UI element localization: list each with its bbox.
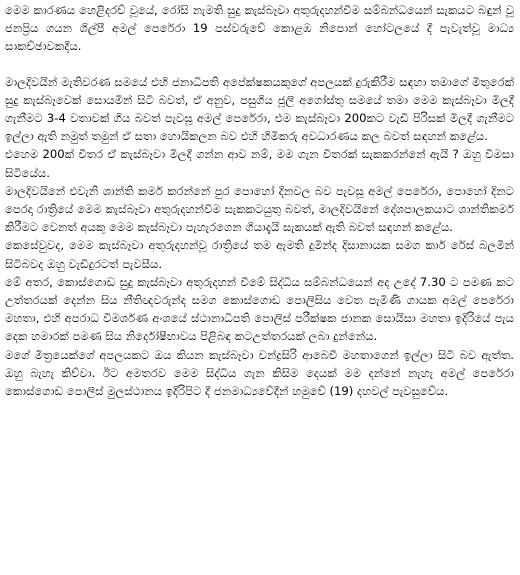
article-paragraph-intro: මෙම කාරණය හෙළිදරව් වූයේ, රෝසි නැමති සුදු කැස්බෑවා අතුරුදහන්වීම සම්බන්ධයෙන් සැකයට බඳුන් වූ ජනප්‍රිය ගයන ශිල්පී අමල් පෙරේරා 19 පස්වරුවේ කොළඹ නිපොන් හෝටලයේ දී පැවැත්වූ මාධ්‍ය සාකච්ඡාවකදීය. <box>5 3 514 54</box>
article-paragraph-police-statement: මේ අතර, කොස්ගොඩ සුදු කැස්බෑවා අතුරුදහන් වීමේ සිද්ධිය සම්බන්ධයෙන් අද උදේ 7.30 ට පමණ කට උත්තරයක් දෙන්න සිය නීතිඥවරුන්ද සමග කොස්ගොඩ පොලිසිය වෙත පැමිණි ගායක අමල් පෙරේරා මහතා, එහි අපරාධ විමර්ශණ අංශයේ ස්ථානාධිපති පොලිස් පරීක්ෂක ජානක සොයිසා මහතා ඉදිරියේ පැය දෙක හමාරක් පමණ සිය නිර්දෝෂීභාවය පිළිබඳ කටඋත්තරයක් ලබා දුන්නේය. <box>5 274 514 344</box>
article-paragraph-poya-rituals: මාලදිවයිනේ එවැනි ශාන්ති කර්ම කරන්නේ පුර පොහෝ දිනවල බව පැවසූ අමල් පෙරේරා, පොහෝ දිනට පෙරදා රාත්‍රියේ මෙම කැස්බෑවා අතුරුදහන්වීම සැකකටයුතු බවත්, මාලදිවයිනේ දේශපාලකයාට ශාන්තිකර්ම කිරීමට වෙනත් අයකු මෙම කැස්බෑවා පැහැරගෙන ගියාදැයි සැකයක් ඇති බවත් සඳහන් කළේය. <box>5 183 514 235</box>
article-paragraph-maldives-election: මාලදිවයින් මැතිවරණ සමයේ එහි ජනාධිපති අපේක්ෂකයකුගේ අපලයක් දුරුකිරීම සඳහා තමාගේ මිතුරෙක් සුදු කැස්බෑවෙක් සොයමින් සිටි බවත්, ඒ අනුව, පසුගිය ජූලි අගෝස්තු සමයේ තමා මෙම කැස්බෑවා මිලදී ගැනීමට 3-4 වතාවක් ගිය බවත් පැවසූ අමල් පෙරේරා, එම කැස්බෑවා 200කට වැඩි පිරිසක් මිලදී ගැනීමට ඉල්ලා ඇති නමුත් තමුන් ඒ සතා හොයිකලන බව එහි හිමිකරු අවධාරණය කල බවත් සඳහන් කළේය. <box>5 74 514 144</box>
article-paragraph-car-race: කෙසේවුවද, මෙම කැස්බෑවා අතුරුදහන්වූ රාත්‍රියේ තම ඇමති දුමින්ද දිසානායක සමග කාර් රේස් බලමින් සිටිබවද ඔහු වැඩිදුරටත් පැවසීය. <box>5 238 514 271</box>
article-paragraph-closing-quote: මගේ මිත්‍රයෙක්ගේ අපලයකට ඔය කියන කැස්බෑවා චන්ද්‍රසිරි ආබෙවී මහතාගෙන් ඉල්ලා සිටි බව ඇත්ත. ඔහු බැහැ කිව්වා. ඊට අමතරව මෙම සිද්ධිය ගැන කිසිම දෙයක් මම දන්නේ නැහැ අමල් පෙරේරා කොස්ගොඩ පොලිස් මුලස්ථානය ඉදිරිපිට දී ජනමාධ්‍යවේදීන් හමුවේ (19) දහවල් පැවසුවේය. <box>5 347 514 399</box>
article-paragraph-quote-200: එහෙම 200ක් විතර ඒ කැස්බෑවා මිලදී ගන්න ආව නම්, මම ගැන විතරක් සැකකරන්නේ ඇයි ? ඔහු විමසා සිටියේය. <box>5 147 514 180</box>
